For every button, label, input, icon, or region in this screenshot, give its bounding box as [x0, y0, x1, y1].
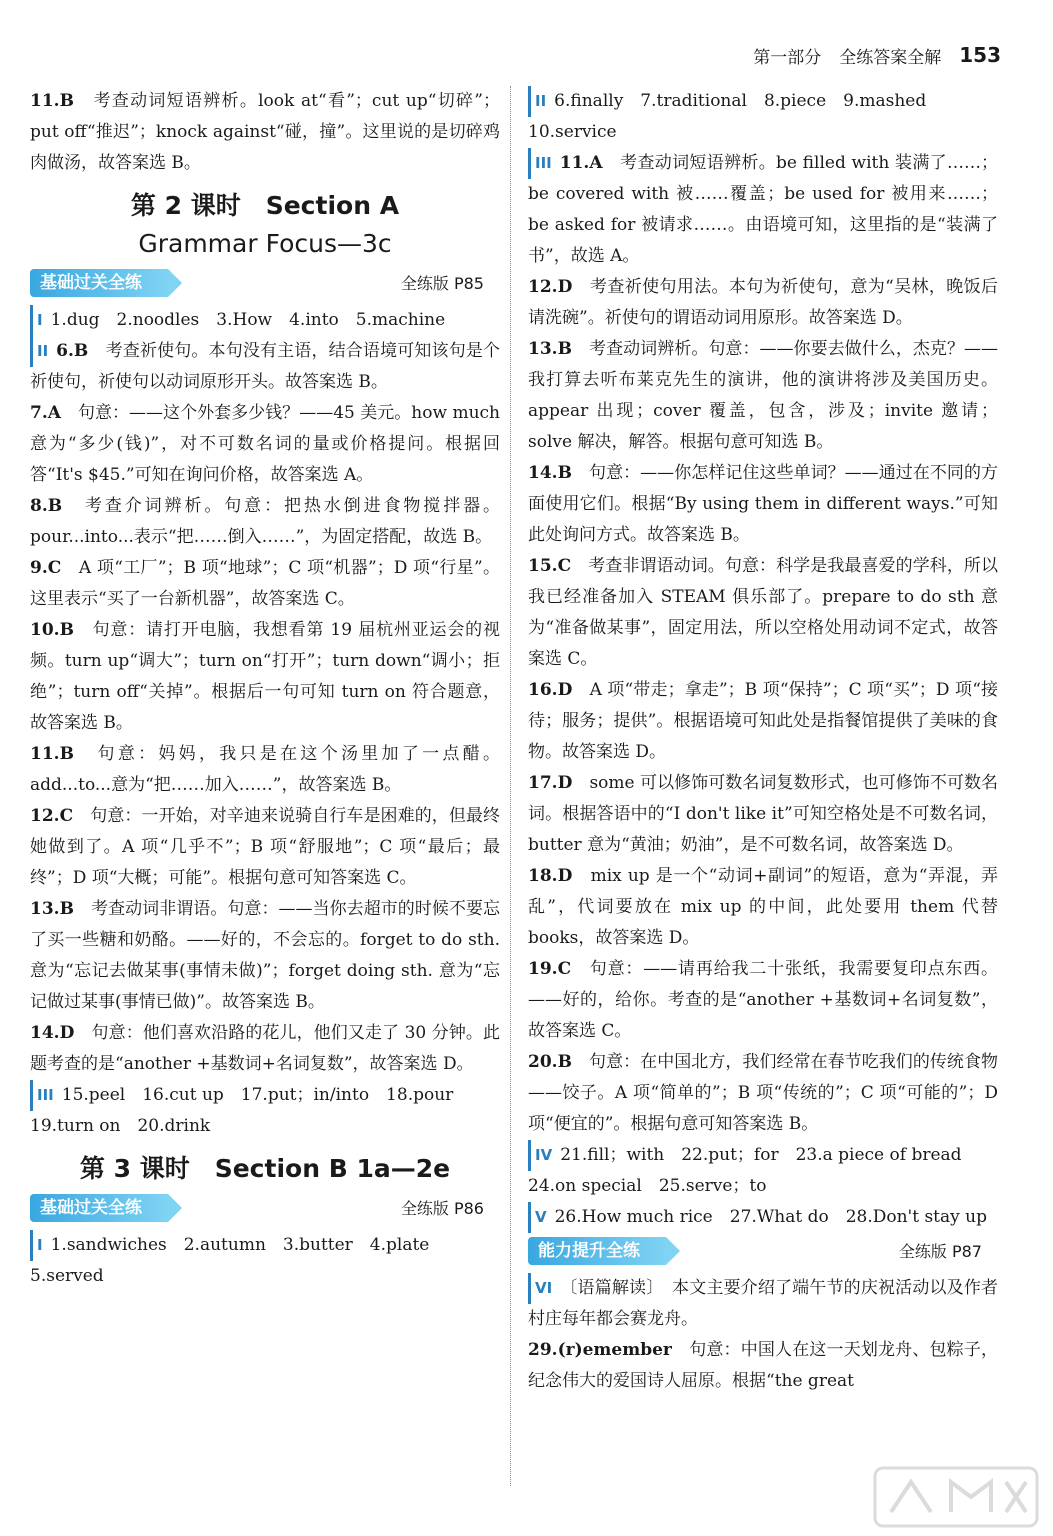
answer-item — [30, 1018, 500, 1080]
answer-item — [528, 334, 998, 458]
item-text: 考查动词短语辨析。be filled with 装满了……；be covered with 被……覆盖；be used for 被用来……；be asked for 被请求……。由语境可知，这里指的是“装满了书”，故选 A。 — [528, 153, 999, 266]
item-text: A 项“工厂”；B 项“地球”；C 项“机器”；D 项“行星”。这里表示“买了一台新机器”，故答案选 C。 — [30, 558, 500, 609]
section-bar — [528, 1235, 998, 1267]
group-text: 21.fill；with 22.put；for 23.a piece of bread — [560, 1145, 962, 1165]
item-text: A 项“带走；拿走”；B 项“保持”；C 项“买”；D 项“接待；服务；提供”。根据语境可知此处是指餐馆提供了美味的食物。故答案选 D。 — [528, 680, 999, 762]
lesson-title-line1: 第 3 课时 Section B 1a—2e — [79, 1154, 451, 1183]
item-number: 12.C — [30, 806, 74, 826]
item-number: 9.C — [30, 558, 62, 578]
item-number: 29.(r)emember — [528, 1340, 672, 1360]
header-section: 第一部分 — [753, 47, 822, 68]
answer-item — [528, 675, 998, 768]
item-number: 20.B — [528, 1052, 572, 1072]
section-ref: 全练版 P87 — [898, 1241, 982, 1261]
group-text: 24.on special 25.serve；to — [528, 1176, 767, 1196]
answer-item — [30, 491, 500, 553]
section-bar — [30, 267, 500, 299]
item-number: 18.D — [528, 866, 573, 886]
item-number: 16.D — [528, 680, 573, 700]
item-number: 13.B — [528, 339, 572, 359]
item-number: 8.B — [30, 496, 63, 516]
item-number: 10.B — [30, 620, 74, 640]
item-number: 14.B — [528, 463, 572, 483]
item-number: 6.B — [56, 341, 89, 361]
answer-item — [30, 86, 500, 179]
item-number: 12.D — [528, 277, 573, 297]
answer-item — [528, 551, 998, 675]
item-number: 14.D — [30, 1023, 75, 1043]
lesson-title — [30, 1150, 500, 1188]
column-divider — [510, 86, 511, 1486]
answer-item — [30, 801, 500, 894]
item-number: 7.A — [30, 403, 61, 423]
part-marker: I — [30, 1230, 43, 1261]
item-text: 句意：在中国北方，我们经常在春节吃我们的传统食物——饺子。A 项“简单的”；B 项“传统的”；C 项“可能的”；D 项“便宜的”。根据句意可知答案选 B。 — [528, 1052, 999, 1134]
item-text: 句意：——你怎样记住这些单词？——通过在不同的方面使用它们。根据“By using them in different ways.”可知此处询问方式。故答案选 B。 — [528, 463, 999, 545]
item-text: some 可以修饰可数名词复数形式，也可修饰不可数名词。根据答语中的“I don't like it”可知空格处是不可数名词，butter 意为“黄油；奶油”，是不可数名词，故答案选 D。 — [528, 773, 999, 855]
item-text: 考查祈使句用法。本句为祈使句，意为“吴林，晚饭后请洗碗”。祈使句的谓语动词用原形。故答案选 D。 — [528, 277, 998, 328]
answer-group — [528, 1202, 998, 1233]
part-marker: III — [30, 1080, 54, 1111]
header-subtitle: 全练答案全解 — [839, 47, 942, 68]
item-number: 19.C — [528, 959, 572, 979]
item-text: 考查非谓语动词。句意：科学是我最喜爱的学科，所以我已经准备加入 STEAM 俱乐部了。prepare to do sth 意为“准备做某事”，固定用法，所以空格处用动词不定式，故答案选 C。 — [528, 556, 999, 669]
answer-group — [528, 86, 998, 148]
answer-item — [528, 148, 998, 272]
item-number: 17.D — [528, 773, 573, 793]
part-marker: IV — [528, 1140, 552, 1171]
item-text: 句意：——请再给我二十张纸，我需要复印点东西。——好的，给你。考查的是“another +基数词+名词复数”，故答案选 C。 — [528, 959, 999, 1041]
group-text: 15.peel 16.cut up 17.put；in/into 18.pour — [61, 1085, 454, 1105]
lesson-title-line1: 第 2 课时 Section A — [130, 191, 400, 220]
answer-item — [528, 954, 998, 1047]
part-marker: II — [528, 86, 546, 117]
answer-item — [528, 1047, 998, 1140]
item-number: 15.C — [528, 556, 572, 576]
item-text: 句意：中国人在这一天划龙舟、包粽子，纪念伟大的爱国诗人屈原。根据“the great — [528, 1340, 998, 1391]
answer-item — [30, 615, 500, 739]
answer-group — [528, 1273, 998, 1335]
answer-item — [528, 768, 998, 861]
item-text: 句意：请打开电脑，我想看第 19 届杭州亚运会的视频。turn up“调大”；turn on“打开”；turn down“调小；拒绝”；turn off“关掉”。根据后一句可知 turn on 符合题意，故答案选 B。 — [30, 620, 500, 733]
group-text: 26.How much rice 27.What do 28.Don't stay up — [554, 1207, 987, 1227]
group-text: 1.dug 2.noodles 3.How 4.into 5.machine — [50, 310, 446, 330]
item-text: 句意：——这个外套多少钱？——45 美元。how much 意为“多少(钱)”，对不可数名词的量或价格提问。根据回答“It's $45.”可知在询问价格，故答案选 A。 — [30, 403, 501, 485]
item-text: 考查祈使句。本句没有主语，结合语境可知该句是个祈使句，祈使句以动词原形开头。故答案选 B。 — [30, 341, 501, 392]
group-text: 10.service — [528, 122, 617, 142]
item-number: 11.B — [30, 744, 74, 764]
item-number: 11.B — [30, 91, 74, 111]
lesson-title-line2: Grammar Focus—3c — [138, 229, 392, 258]
group-text: 6.finally 7.traditional 8.piece 9.mashed — [554, 91, 927, 111]
page-number: 153 — [959, 43, 1001, 67]
answer-item — [528, 458, 998, 551]
item-text: 考查动词辨析。句意：——你要去做什么，杰克？——我打算去听布莱克先生的演讲，他的演讲将涉及美国历史。appear 出现；cover 覆盖，包含，涉及；invite 邀请；solve 解决，解答。根据句意可知选 B。 — [528, 339, 999, 452]
answer-item — [30, 894, 500, 1018]
answer-group — [30, 1080, 500, 1142]
item-text: 考查介词辨析。句意：把热水倒进食物搅拌器。pour...into...表示“把……倒入……”，为固定搭配，故选 B。 — [30, 496, 501, 547]
section-tag: 基础过关全练 — [30, 1194, 168, 1222]
part-marker: VI — [528, 1273, 552, 1304]
group-text: 〔语篇解读〕 本文主要介绍了端午节的庆祝活动以及作者村庄每年都会赛龙舟。 — [528, 1278, 998, 1329]
watermark-logo — [871, 1462, 1041, 1532]
group-text: 19.turn on 20.drink — [30, 1116, 211, 1136]
section-ref: 全练版 P86 — [400, 1198, 484, 1218]
group-text: 1.sandwiches 2.autumn 3.butter 4.plate — [50, 1235, 430, 1255]
answer-item — [528, 1335, 998, 1397]
part-marker: III — [528, 148, 552, 179]
item-text: 考查动词非谓语。句意：——当你去超市的时候不要忘了买一些糖和奶酪。——好的，不会忘的。forget to do sth. 意为“忘记去做某事(事情未做)”；forget doing sth. 意为“忘记做过某事(事情已做)”。故答案选 B。 — [30, 899, 501, 1012]
item-text: 句意：妈妈，我只是在这个汤里加了一点醋。add...to...意为“把……加入……”，故答案选 B。 — [30, 744, 501, 795]
item-text: 句意：一开始，对辛迪来说骑自行车是困难的，但最终她做到了。A 项“几乎不”；B 项“舒服地”；C 项“最后；最终”；D 项“大概；可能”。根据句意可知答案选 C。 — [30, 806, 501, 888]
left-column — [30, 86, 500, 1292]
item-text: mix up 是一个“动词+副词”的短语，意为“弄混，弄乱”，代词要放在 mix up 的中间，此处要用 them 代替 books，故答案选 D。 — [528, 866, 998, 948]
section-tag: 能力提升全练 — [528, 1237, 666, 1265]
answer-item — [528, 272, 998, 334]
answer-item — [528, 861, 998, 954]
section-tag: 基础过关全练 — [30, 269, 168, 297]
lesson-title — [30, 187, 500, 263]
item-number: 11.A — [559, 153, 603, 173]
section-ref: 全练版 P85 — [400, 273, 484, 293]
answer-item — [30, 739, 500, 801]
part-marker: II — [30, 336, 48, 367]
page-header — [753, 40, 1001, 70]
item-number: 13.B — [30, 899, 74, 919]
answer-item — [30, 553, 500, 615]
answer-item — [30, 336, 500, 398]
item-text: 句意：他们喜欢沿路的花儿，他们又走了 30 分钟。此题考查的是“another +基数词+名词复数”，故答案选 D。 — [30, 1023, 500, 1074]
section-bar — [30, 1192, 500, 1224]
group-text: 5.served — [30, 1266, 104, 1286]
answer-group — [30, 1230, 500, 1292]
right-column — [528, 86, 998, 1397]
answer-group — [30, 305, 500, 336]
answer-group — [528, 1140, 998, 1202]
part-marker: V — [528, 1202, 547, 1233]
item-text: 考查动词短语辨析。look at“看”；cut up“切碎”；put off“推迟”；knock against“碰，撞”。这里说的是切碎鸡肉做汤，故答案选 B。 — [30, 91, 500, 173]
answer-item — [30, 398, 500, 491]
part-marker: I — [30, 305, 43, 336]
